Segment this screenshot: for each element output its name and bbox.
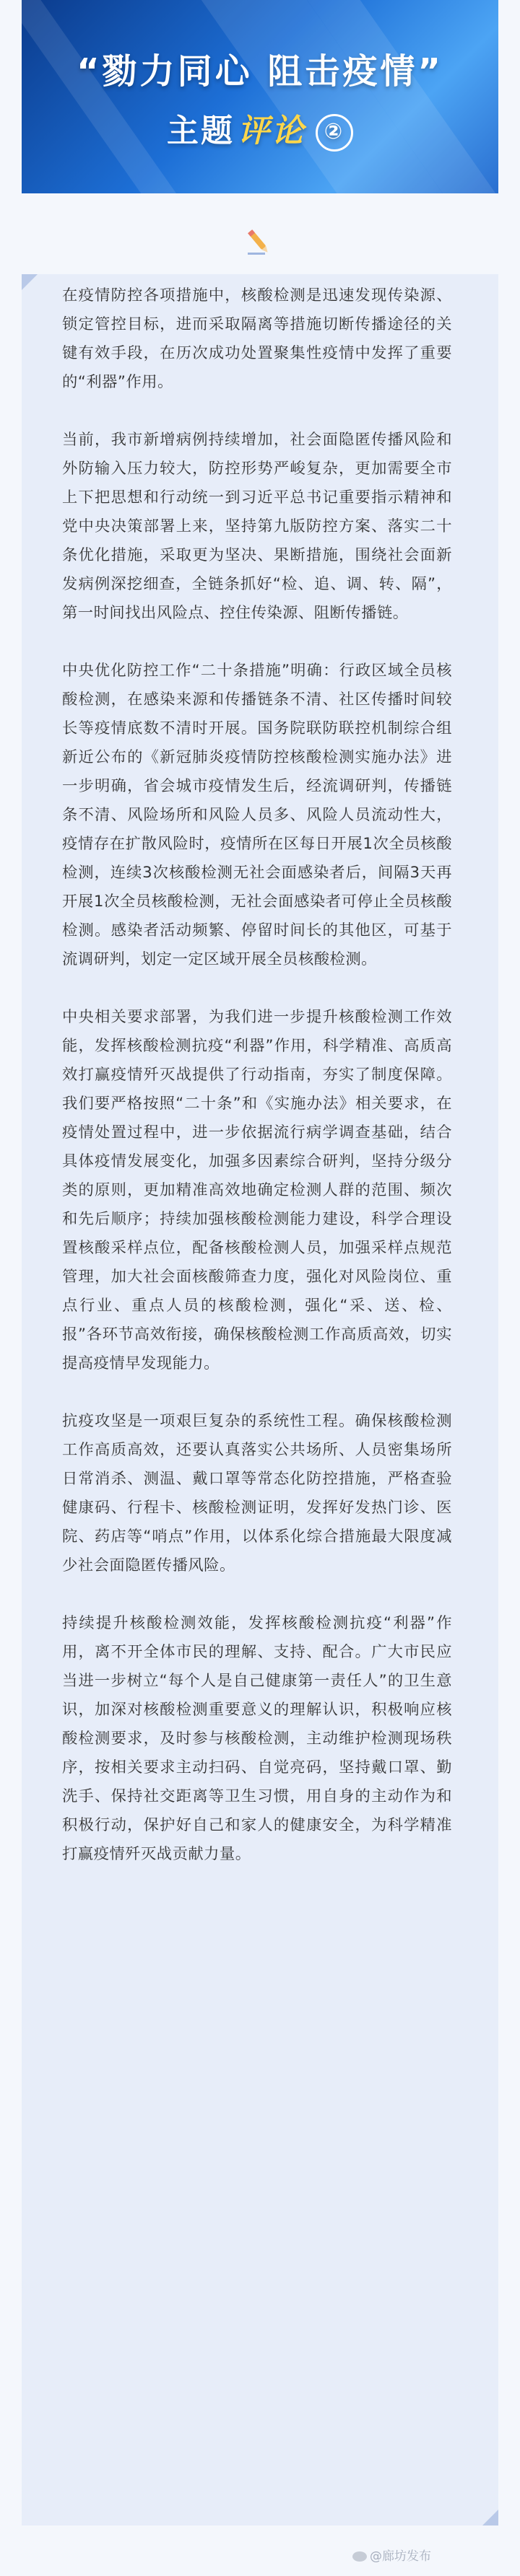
banner-subtitle (22, 105, 498, 152)
banner-subtitle-prefix: 主题 (167, 113, 235, 149)
corner-decoration (22, 274, 38, 290)
header-banner (22, 0, 498, 193)
pen-icon (242, 225, 277, 260)
article-paragraph: 当前，我市新增病例持续增加，社会面隐匿传播风险和外防输入压力较大，防控形势严峻复杂，更加需要全市上下把思想和行动统一到习近平总书记重要指示精神和党中央决策部署上来，坚持第九版防控方案、落实二十条优化措施，采取更为坚决、果断措施，围绕社会面新发病例深挖细查，全链条抓好“检、追、调、转、隔”，第一时间找出风险点、控住传染源、阻断传播链。 (62, 431, 452, 622)
article-paragraph: 中央相关要求部署，为我们进一步提升核酸检测工作效能，发挥核酸检测抗疫“利器”作用，科学精准、高质高效打赢疫情歼灭战提供了行动指南，夯实了制度保障。我们要严格按照“二十条”和《实施办法》相关要求，在疫情处置过程中，进一步依据流行病学调查基础，结合具体疫情发展变化，加强多因素综合研判，坚持分级分类的原则，更加精准高效地确定检测人群的范围、频次和先后顺序；持续加强核酸检测能力建设，科学合理设置核酸采样点位，配备核酸检测人员，加强采样点规范管理，加大社会面核酸筛查力度，强化对风险岗位、重点行业、重点人员的核酸检测，强化“采、送、检、报”各环节高效衔接，确保核酸检测工作高质高效，切实提高疫情早发现能力。 (62, 1008, 452, 1372)
banner-issue-number: ② (316, 114, 353, 152)
watermark-text: @廊坊发布 (370, 2549, 431, 2564)
article-body (62, 274, 452, 1898)
corner-decoration (482, 2510, 498, 2525)
banner-title: “勠力同心 阻击疫情” (77, 51, 443, 92)
article-paragraph: 持续提升核酸检测效能，发挥核酸检测抗疫“利器”作用，离不开全体市民的理解、支持、配合。广大市民应当进一步树立“每个人是自己健康第一责任人”的卫生意识，加深对核酸检测重要意义的理解认识，积极响应核酸检测要求，及时参与核酸检测，主动维护检测现场秩序，按相关要求主动扫码、自觉亮码，坚持戴口罩、勤洗手、保持社交距离等卫生习惯，用自身的主动作为和积极行动，保护好自己和家人的健康安全，为科学精准打赢疫情歼灭战贡献力量。 (62, 1614, 452, 1863)
article-paragraph: 抗疫攻坚是一项艰巨复杂的系统性工程。确保核酸检测工作高质高效，还要认真落实公共场所、人员密集场所日常消杀、测温、戴口罩等常态化防控措施，严格查验健康码、行程卡、核酸检测证明，发挥好发热门诊、医院、药店等“哨点”作用，以体系化综合措施最大限度减少社会面隐匿传播风险。 (62, 1412, 452, 1574)
article-card (22, 274, 498, 2525)
watermark (352, 2546, 431, 2564)
article-paragraph: 中央优化防控工作“二十条措施”明确：行政区域全员核酸检测，在感染来源和传播链条不清、社区传播时间较长等疫情底数不清时开展。国务院联防联控机制综合组新近公布的《新冠肺炎疫情防控核酸检测实施办法》进一步明确，省会城市疫情发生后，经流调研判，传播链条不清、风险场所和风险人员多、风险人员流动性大，疫情存在扩散风险时，疫情所在区每日开展1次全员核酸检测，连续3次核酸检测无社会面感染者后，间隔3天再开展1次全员核酸检测，无社会面感染者可停止全员核酸检测。感染者活动频繁、停留时间长的其他区，可基于流调研判，划定一定区域开展全员核酸检测。 (62, 662, 452, 968)
weibo-icon (352, 2551, 367, 2562)
banner-subtitle-highlight: 评论 (238, 113, 306, 149)
banner-light-beam (22, 0, 214, 193)
article-paragraph: 在疫情防控各项措施中，核酸检测是迅速发现传染源、锁定管控目标，进而采取隔离等措施切断传播途径的关键有效手段，在历次成功处置聚集性疫情中发挥了重要的“利器”作用。 (62, 286, 452, 391)
